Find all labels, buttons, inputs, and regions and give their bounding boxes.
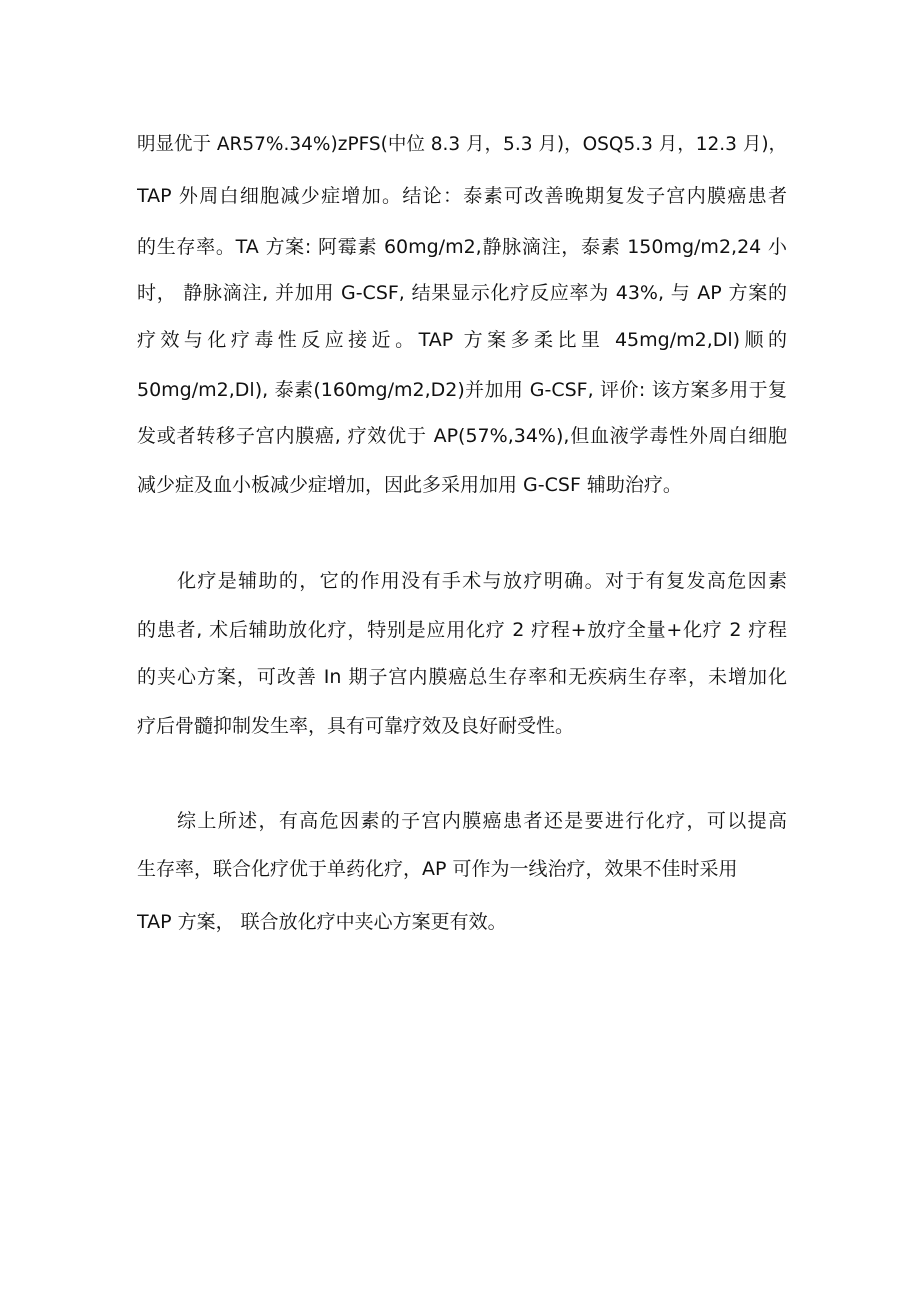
paragraph-2-line-3: 的夹心方案，可改善 In 期子宫内膜癌总生存率和无疾病生存率，未增加化 [137, 666, 787, 688]
paragraph-2-line-1: 化疗是辅助的，它的作用没有手术与放疗明确。对于有复发高危因素 [177, 570, 787, 592]
paragraph-1-line-2: TAP 外周白细胞减少症增加。结论：泰素可改善晚期复发子宫内膜癌患者 [137, 185, 787, 207]
paragraph-1-line-8: 减少症及血小板减少症增加，因此多采用加用 G-CSF 辅助治疗。 [137, 474, 682, 496]
paragraph-1-line-3: 的生存率。TA 方案: 阿霉素 60mg/m2,静脉滴注，泰素 150mg/m2,24 小 [137, 236, 787, 258]
paragraph-1-line-1: 明显优于 AR57%.34%)zPFS(中位 8.3 月，5.3 月)，OSQ5.3 月，12.3 月)， [137, 134, 787, 155]
paragraph-2-line-4: 疗后骨髓抑制发生率，具有可靠疗效及良好耐受性。 [137, 715, 575, 737]
paragraph-3-line-1: 综上所述，有高危因素的子宫内膜癌患者还是要进行化疗，可以提高 [177, 810, 787, 832]
paragraph-1-line-5: 疗效与化疗毒性反应接近。TAP 方案多柔比里 45mg/m2,Dl)顺的 [137, 329, 787, 351]
paragraph-1-line-6: 50mg/m2,Dl), 泰素(160mg/m2,D2)并加用 G-CSF, 评价: 该方案多用于复 [137, 379, 787, 401]
paragraph-3-line-3: TAP 方案， 联合放化疗中夹心方案更有效。 [137, 911, 507, 933]
paragraph-2-line-2: 的患者, 术后辅助放化疗，特别是应用化疗 2 疗程+放疗全量+化疗 2 疗程 [137, 619, 787, 641]
paragraph-1-line-7: 发或者转移子宫内膜癌, 疗效优于 AP(57%,34%),但血液学毒性外周白细胞 [137, 425, 787, 447]
paragraph-1-line-4: 时， 静脉滴注, 并加用 G-CSF, 结果显示化疗反应率为 43%, 与 AP 方案的 [137, 282, 787, 304]
paragraph-3-line-2: 生存率，联合化疗优于单药化疗，AP 可作为一线治疗，效果不佳时采用 [137, 858, 738, 880]
